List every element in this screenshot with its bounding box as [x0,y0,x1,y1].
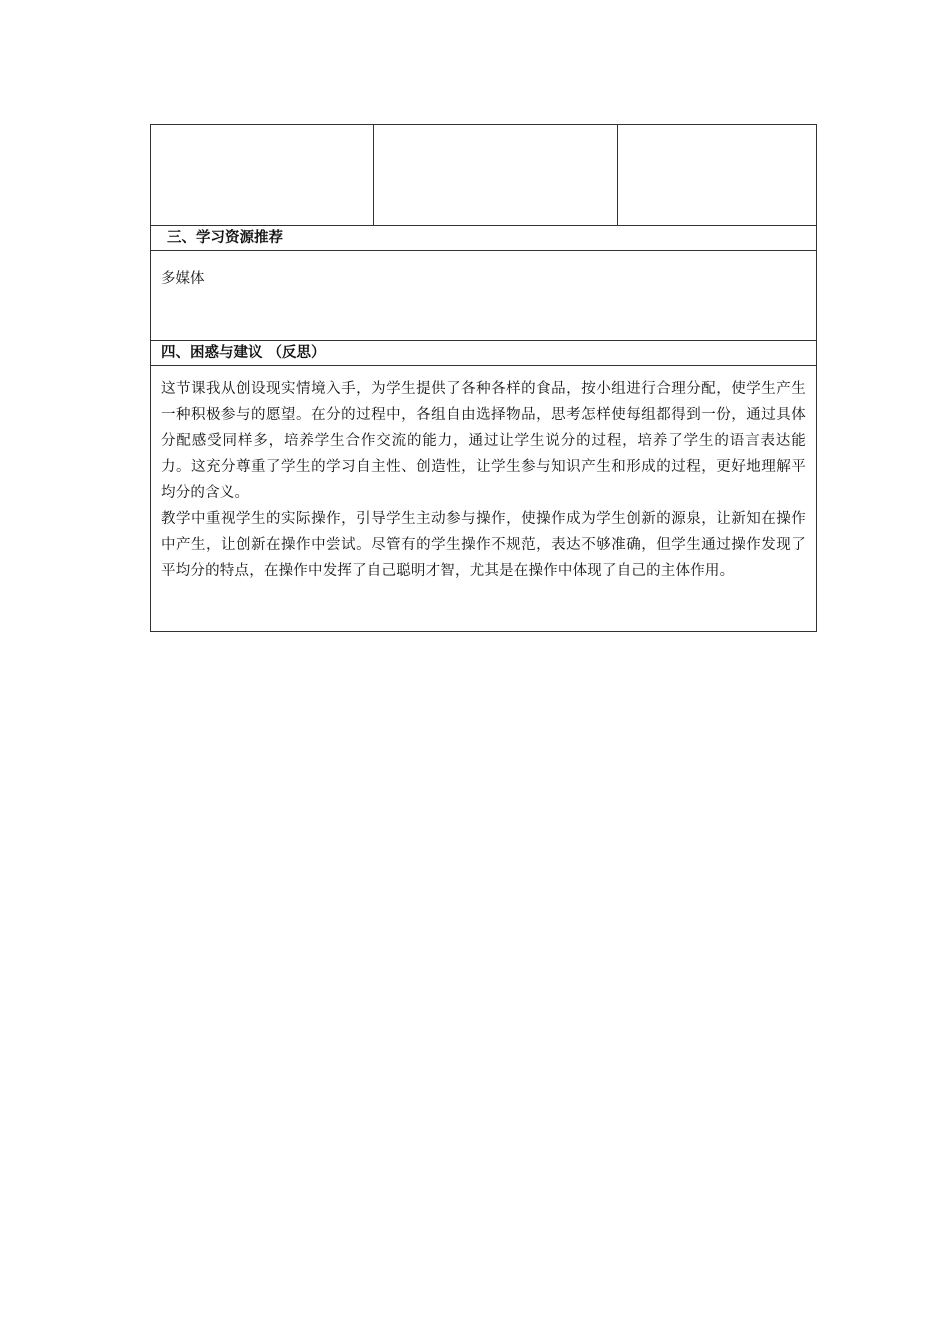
top-empty-row [151,125,817,226]
section4-heading-row [151,341,817,366]
section4-content-row [151,366,817,632]
reflection-paragraph-1: 这节课我从创设现实情境入手，为学生提供了各种各样的食品，按小组进行合理分配，使学生产生一种积极参与的愿望。在分的过程中，各组自由选择物品，思考怎样使每组都得到一份，通过具体分配感受同样多，培养学生合作交流的能力，通过让学生说分的过程，培养了学生的语言表达能力。这充分尊重了学生的学习自主性、创造性，让学生参与知识产生和形成的过程，更好地理解平均分的含义。 [161,381,806,501]
section4-content [151,366,817,632]
section4-heading: 四、困惑与建议 （反思） [151,341,817,366]
section3-content-row [151,251,817,341]
reflection-paragraph-2: 教学中重视学生的实际操作，引导学生主动参与操作，使操作成为学生创新的源泉，让新知在操作中产生，让创新在操作中尝试。尽管有的学生操作不规范，表达不够准确，但学生通过操作发现了平均分的特点，在操作中发挥了自己聪明才智，尤其是在操作中体现了自己的主体作用。 [161,511,806,579]
section3-heading-row [151,226,817,251]
lesson-plan-table [150,124,817,632]
empty-cell-1 [151,125,374,226]
empty-cell-3 [618,125,817,226]
section3-heading: 三、学习资源推荐 [151,226,817,251]
section3-content: 多媒体 [151,251,817,341]
empty-cell-2 [374,125,618,226]
